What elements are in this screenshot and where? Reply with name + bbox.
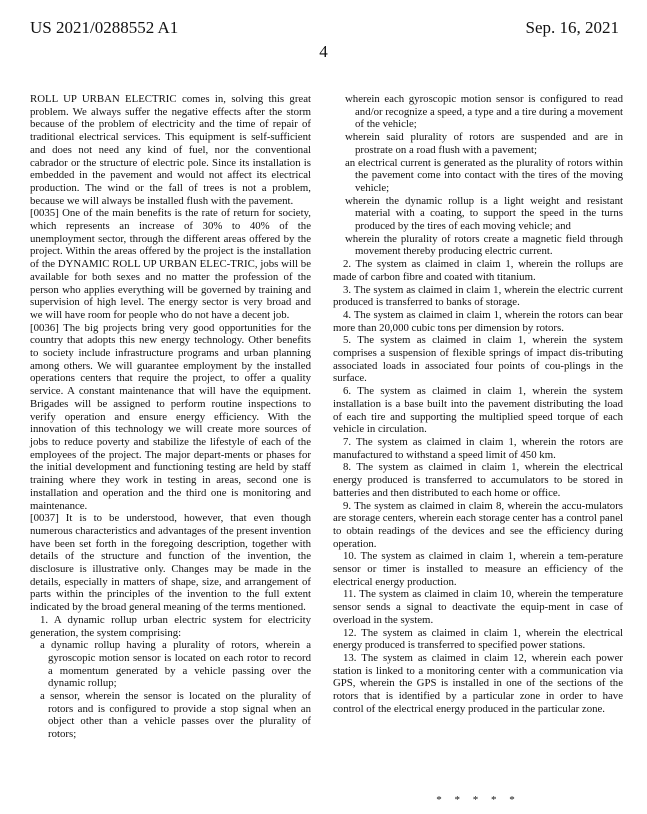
- claim-5: 5. The system as claimed in claim 1, wherein the system comprises a suspension of flexible springs of impact dis-tributing associated loads in associated four points of cou-plings in the surface.: [333, 334, 623, 385]
- claim-1-element: a sensor, wherein the sensor is located on the plurality of rotors and is configured to provide a stop signal when an object other than a vehicle passes over the plurality of rotors;: [40, 690, 311, 741]
- paragraph-0037: [0037] It is to be understood, however, that even though numerous characteristics and advantages of the present invention have been set forth in the foregoing description, together with details of the structure and function of the invention, the disclosure is illustrative only. Changes may be made in the details, especially in matters of shape, size, and arrangement of parts within the principles of the invention to the full extent indicated by the broad general meaning of the terms mentioned.: [30, 512, 311, 614]
- claim-1-element: an electrical current is generated as the plurality of rotors within the pavement come into contact with the tires of the moving vehicle;: [345, 156, 623, 194]
- claim-4: 4. The system as claimed in claim 1, wherein the rotors can bear more than 20,000 cubic tons per dimension by rotors.: [333, 308, 623, 334]
- right-column: [333, 93, 623, 715]
- left-column: [30, 93, 311, 741]
- page-number: 4: [319, 42, 328, 61]
- claim-8: 8. The system as claimed in claim 1, wherein the electrical energy produced is transferred to accumulators to be stored in batteries and then distributed to each home or office.: [333, 461, 623, 499]
- claim-2: 2. The system as claimed in claim 1, wherein the rollups are made of carbon fibre and coated with titanium.: [333, 258, 623, 283]
- claim-7: 7. The system as claimed in claim 1, wherein the rotors are manufactured to withstand a speed limit of 450 km.: [333, 435, 623, 461]
- claim-9: 9. The system as claimed in claim 8, wherein the accu-mulators are storage centers, wherein each storage center has a control panel to obtain readings of the devices and see the efficiency during operation.: [333, 499, 623, 550]
- claim-3: 3. The system as claimed in claim 1, wherein the electric current produced is transferred to banks of storage.: [333, 283, 623, 309]
- claim-1-element: wherein said plurality of rotors are suspended and are in prostrate on a road flush with a pavement;: [345, 131, 623, 156]
- claim-1-element: a dynamic rollup having a plurality of rotors, wherein a gyroscopic motion sensor is located on each rotor to record a momentum generated by a vehicle passing over the dynamic rollup;: [40, 639, 311, 690]
- end-marker: * * * * *: [436, 794, 520, 806]
- claim-1-preamble: 1. A dynamic rollup urban electric system for electricity generation, the system comprising:: [30, 613, 311, 639]
- claim-10: 10. The system as claimed in claim 1, wherein a tem-perature sensor or timer is installed to measure an efficiency of the electrical energy production.: [333, 550, 623, 588]
- claim-11: 11. The system as claimed in claim 10, wherein the temperature sensor sends a signal to deactivate the equip-ment in case of overload in the system.: [333, 588, 623, 626]
- paragraph-continued: ROLL UP URBAN ELECTRIC comes in, solving this great problem. We always suffer the negative effects after the storm because of the problem of electricity and the time of repair of traditional electrical services. This equipment is self-sufficient and does not need any kind of fuel, nor the conventional cabrador or the structure of electric pole. Since its installation is embedded in the pavement and would not affect its electrical production. The wind or the fall of trees is not a problem, because we will always be installed flush with the pavement.: [30, 93, 311, 207]
- paragraph-0035: [0035] One of the main benefits is the rate of return for society, which represents an increase of 30% to 40% of the unemployment sector, through the different areas offered by the project. Within the areas offered by the project is the installation of the DYNAMIC ROLL UP URBAN ELEC-TRIC, jobs will be available for both sexes and no matter the profession of the person who applies everything will be governed by training and supervision of high level. The energy sector is very broad and we will have room for people who do not have a decent job.: [30, 207, 311, 321]
- claim-1-element: wherein the plurality of rotors create a magnetic field through movement thereby producing electric current.: [345, 232, 623, 258]
- claim-13: 13. The system as claimed in claim 12, wherein each power station is linked to a monitoring center with a communication via GPS, wherein the GPS is installed in one of the sections of the rotors that is identified by a particular zone in order to have control of the electrical energy produced in the particular zone.: [333, 651, 623, 715]
- claim-12: 12. The system as claimed in claim 1, wherein the electrical energy produced is transferred to specified power stations.: [333, 626, 623, 652]
- claim-1-element: wherein each gyroscopic motion sensor is configured to read and/or recognize a speed, a type and a tire during a movement of the vehicle;: [345, 93, 624, 131]
- publication-number: US 2021/0288552 A1: [30, 18, 179, 37]
- claim-6: 6. The system as claimed in claim 1, wherein the system installation is a base built into the pavement distributing the load of each tire and supporting the multiplied speed torque of each vehicle in circulation.: [333, 385, 623, 436]
- publication-date: Sep. 16, 2021: [525, 18, 619, 37]
- paragraph-0036: [0036] The big projects bring very good opportunities for the country that adopts this new energy technology. Other benefits to society include infrastructure programs and urban planning among others. We will guarantee employment by the installed operations centers that require the project, to offer a quality service. A constant maintenance that will have the equipment. Brigades will be assigned to perform routine inspections to verify operation and ensure energy efficiency. With the innovation of this technology we will create more sources of jobs to reduce poverty and stabilize the lifestyle of each of the employees of the project. The major depart-ments or phases for the initial development and functioning testing are held by staff training where they work in testing in areas, second one is installation and operation and the third one is monitoring and maintenance.: [30, 321, 311, 512]
- claim-1-element: wherein the dynamic rollup is a light weight and resistant material with a coating, to support the speed in the turns produced by the tires of each moving vehicle; and: [345, 194, 623, 233]
